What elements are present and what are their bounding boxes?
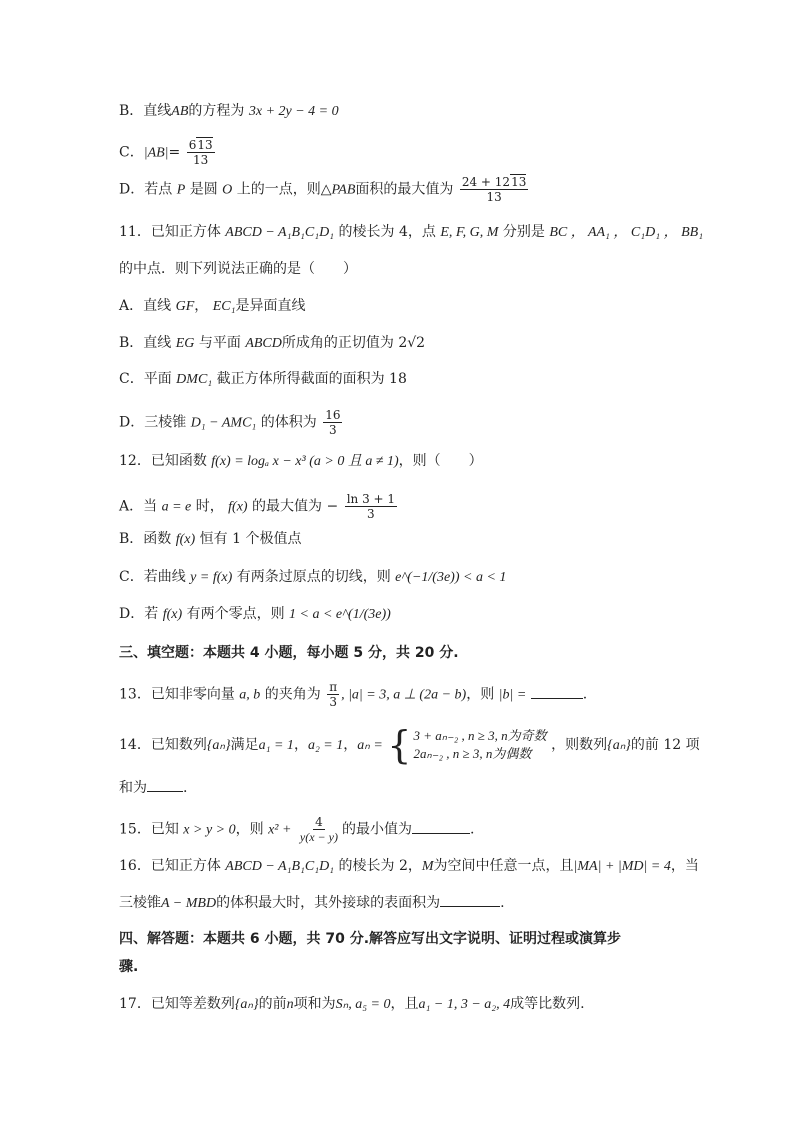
- question-11: 11．已知正方体 ABCD − A₁B₁C₁D₁ 的棱长为 4，点 E, F, G, M 分别是 BC ， AA₁ ， C₁D₁ ， BB₁: [119, 224, 704, 240]
- option-c-q11: C．平面 DMC₁ 截正方体所得截面的面积为 18: [119, 371, 407, 387]
- fraction: $\frac{\pi}{3}$: [329, 680, 338, 709]
- fraction: $\frac{\ln 3 + 1}{3}$: [346, 492, 396, 521]
- option-b-q12: B．函数 f(x) 恒有 1 个极值点: [119, 531, 302, 547]
- fraction: $\frac{4}{y(x - y)}$: [299, 815, 338, 844]
- answer-blank: [440, 894, 500, 907]
- question-13: 13．已知非零向量 a, b 的夹角为 $\frac{\pi}{3}$ , |a| = 3, a ⊥ (2a − b)，则 |b| = .: [119, 680, 588, 709]
- question-17: 17．已知等差数列{aₙ}的前n项和为Sₙ, a₅ = 0，且a₁ − 1, 3 − a₂, 4成等比数列.: [119, 996, 585, 1012]
- question-15: 15．已知 x > y > 0，则 x² + $\frac{4}{y(x - y)}$ 的最小值为 .: [119, 815, 475, 844]
- option-d-q12: D．若 f(x) 有两个零点，则 1 < a < e^(1/(3e)): [119, 606, 391, 622]
- option-d-q10: D．若点 P 是圆 O 上的一点，则△PAB面积的最大值为 $\frac{24 + 1213}{13}$: [119, 175, 527, 204]
- fraction: $\frac{613}{13}$: [188, 138, 213, 167]
- question-14-line2: 和为 .: [119, 780, 188, 796]
- option-a-q12: A．当 a = e 时， f(x) 的最大值为 − $\frac{\ln 3 + 1}{3}$: [119, 492, 396, 521]
- option-d-q11: D．三棱锥 D₁ − AMC₁ 的体积为 $\frac{16}{3}$: [119, 408, 341, 437]
- fraction: $\frac{24 + 1213}{13}$: [461, 175, 527, 204]
- option-c-q12: C．若曲线 y = f(x) 有两条过原点的切线，则 e^(−1/(3e)) < a < 1: [119, 569, 507, 585]
- question-12: 12．已知函数 f(x) = logₐ x − x³ (a > 0 且 a ≠ 1)，则（ ）: [119, 453, 483, 469]
- question-11-line2: 的中点．则下列说法正确的是（ ）: [119, 261, 357, 277]
- piecewise-definition: { 3 + aₙ₋₂ , n ≥ 3, n为奇数 2aₙ₋₂ , n ≥ 3, n为偶数: [387, 723, 547, 767]
- option-a-q11: A．直线 GF， EC₁是异面直线: [119, 298, 306, 314]
- question-14: 14．已知数列{aₙ}满足a₁ = 1，a₂ = 1，aₙ = { 3 + aₙ₋₂ , n ≥ 3, n为奇数 2aₙ₋₂ , n ≥ 3, n为偶数 ，则数列{aₙ}的前 12 项: [119, 723, 700, 767]
- option-c-q10: C．|AB|= $\frac{613}{13}$: [119, 138, 213, 167]
- answer-blank: [531, 686, 583, 699]
- section-4-heading: 四、解答题：本题共 6 小题，共 70 分.解答应写出文字说明、证明过程或演算步: [119, 931, 622, 947]
- option-b-q10: B．直线AB的方程为 3x + 2y − 4 = 0: [119, 103, 339, 119]
- option-b-q11: B．直线 EG 与平面 ABCD所成角的正切值为 2√2: [119, 335, 426, 351]
- answer-blank: [412, 821, 470, 834]
- question-16: 16．已知正方体 ABCD − A₁B₁C₁D₁ 的棱长为 2，M为空间中任意一点，且|MA| + |MD| = 4，当: [119, 858, 699, 874]
- answer-blank: [147, 779, 183, 792]
- question-16-line2: 三棱锥A − MBD的体积最大时，其外接球的表面积为 .: [119, 895, 505, 911]
- section-3-heading: 三、填空题：本题共 4 小题，每小题 5 分，共 20 分.: [119, 645, 459, 661]
- fraction: $\frac{16}{3}$: [325, 408, 341, 437]
- section-4-heading-cont: 骤.: [119, 959, 139, 975]
